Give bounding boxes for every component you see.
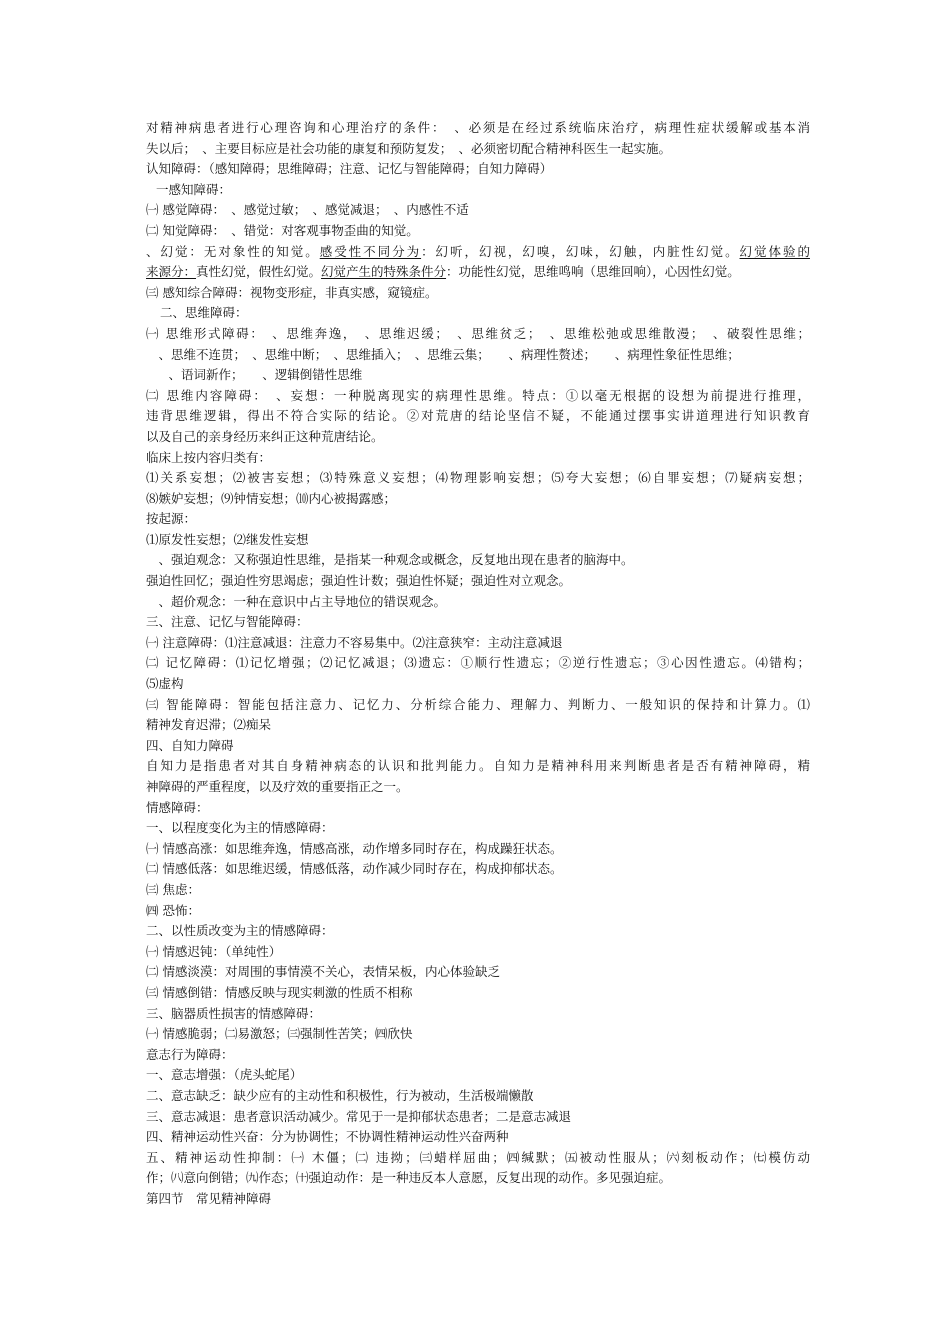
text-line-l45: ㈠ 情感脆弱；㈡易激怒；㈢强制性苦笑；㈣欣快 — [146, 1026, 413, 1042]
document-page — [146, 118, 810, 1209]
text-line-l17: 临床上按内容归类有： — [146, 449, 272, 465]
text-segment: ：功能性幻觉，思维鸣响（思维回响），心因性幻觉。 — [446, 264, 740, 280]
text-line-l05: ㈠ 感觉障碍： 、感觉过敏； 、感觉减退； 、内感性不适 — [146, 202, 469, 218]
text-line-l36: ㈠ 情感高涨：如思维奔逸，情感高涨，动作增多同时存在，构成躁狂状态。 — [146, 840, 563, 856]
text-line-l19: ⑻嫉妒妄想；⑼钟情妄想；⑽内心被揭露感； — [146, 490, 397, 506]
text-line-l30: 精神发育迟滞；⑵痴呆 — [146, 717, 272, 733]
text-line-l09: ㈢ 感知综合障碍：视物变形症，非真实感，窥镜症。 — [146, 284, 438, 300]
text-line-l31: 四、自知力障碍 — [146, 737, 234, 753]
text-line-l38: ㈢ 焦虑： — [146, 881, 200, 897]
text-line-l46: 意志行为障碍： — [146, 1046, 234, 1062]
text-line-l18: ⑴关系妄想；⑵被害妄想；⑶特殊意义妄想；⑷物理影响妄想；⑸夸大妄想；⑹自罪妄想；⑺疑病妄想； — [146, 470, 810, 486]
underlined-phrase: 幻觉产生的特殊条件分 — [321, 264, 447, 280]
text-line-l53: 第四节 常见精神障碍 — [146, 1190, 272, 1206]
text-line-l23: 强迫性回忆；强迫性穷思竭虑；强迫性计数；强迫性怀疑；强迫性对立观念。 — [146, 573, 572, 589]
text-line-l49: 三、意志减退：患者意识活动减少。常见于一是抑郁状态患者；二是意志减退 — [146, 1108, 572, 1124]
text-line-l32: 自知力是指患者对其自身精神病态的认识和批判能力。自知力是精神科用来判断患者是否有精神障碍，精 — [146, 758, 810, 774]
text-line-l24: 、超价观念：一种在意识中占主导地位的错误观念。 — [146, 593, 447, 609]
text-line-l03: 认知障碍：（感知障碍；思维障碍；注意、记忆与智能障碍；自知力障碍） — [146, 161, 553, 177]
text-line-l25: 三、注意、记忆与智能障碍： — [146, 614, 309, 630]
text-line-l44: 三、脑器质性损害的情感障碍： — [146, 1005, 322, 1021]
text-line-l06: ㈡ 知觉障碍： 、错觉：对客观事物歪曲的知觉。 — [146, 222, 419, 238]
text-line-l47: 一、意志增强：（虎头蛇尾） — [146, 1067, 303, 1083]
text-line-l52: 作；㈧意向倒错；㈨作态；㈩强迫动作：是一种违反本人意愿，反复出现的动作。多见强迫症。 — [146, 1170, 672, 1186]
text-line-l42: ㈡ 情感淡漠：对周围的事情漠不关心，表情呆板，内心体验缺乏 — [146, 964, 500, 980]
text-line-l21: ⑴原发性妄想；⑵继发性妄想 — [146, 531, 309, 547]
text-line-l26: ㈠ 注意障碍：⑴注意减退：注意力不容易集中。⑵注意狭窄：主动注意减退 — [146, 634, 563, 650]
text-line-l01: 对精神病患者进行心理咨询和心理治疗的条件： 、必须是在经过系统临床治疗，病理性症状缓解或基本消 — [146, 120, 810, 135]
underlined-phrase: 幻觉体验的 — [739, 243, 810, 259]
text-line-l13: 、语词新作； 、逻辑倒错性思维 — [156, 367, 363, 383]
text-line-l15: 违背思维逻辑，得出不符合实际的结论。②对荒唐的结论坚信不疑，不能通过摆事实讲道理进行知识教育 — [146, 408, 810, 424]
text-line-l07 — [146, 242, 810, 263]
text-line-l08 — [146, 262, 810, 283]
text-line-l35: 一、以程度变化为主的情感障碍： — [146, 820, 334, 836]
text-segment: 、幻觉：无对象性的知觉。 — [146, 243, 320, 259]
text-line-l37: ㈡ 情感低落：如思维迟缓，情感低落，动作减少同时存在，构成抑郁状态。 — [146, 861, 563, 877]
text-line-l20: 按起源： — [146, 511, 197, 527]
underlined-phrase: 感受性不同分为 — [319, 243, 422, 259]
text-line-l29: ㈢ 智能障碍：智能包括注意力、记忆力、分析综合能力、理解力、判断力、一般知识的保持和计算力。⑴ — [146, 696, 810, 712]
text-line-l34: 情感障碍： — [146, 799, 209, 815]
text-line-l14: ㈡ 思维内容障碍： 、妄想：一种脱离现实的病理性思维。特点：①以毫无根据的设想为前提进行推理， — [146, 387, 810, 403]
text-line-l02: 失以后； 、主要目标应是社会功能的康复和预防复发； 、必须密切配合精神科医生一起实施。 — [146, 140, 672, 156]
text-line-l40: 二、以性质改变为主的情感障碍： — [146, 923, 334, 939]
text-line-l12: 、思维不连贯； 、思维中断； 、思维插入； 、思维云集； 、病理性赘述； 、病理性象征性思维； — [146, 346, 740, 362]
text-line-l51: 五、精神运动性抑制：㈠ 木僵；㈡ 违拗；㈢蜡样屈曲；㈣缄默；㈤被动性服从；㈥刻板动作；㈦模仿动 — [146, 1149, 810, 1165]
text-line-l10: 二、思维障碍： — [160, 305, 248, 321]
text-line-l41: ㈠ 情感迟钝：（单纯性） — [146, 943, 282, 959]
text-line-l48: 二、意志缺乏：缺少应有的主动性和积极性，行为被动，生活极端懒散 — [146, 1087, 534, 1103]
text-line-l33: 神障碍的严重程度，以及疗效的重要指正之一。 — [146, 779, 409, 794]
text-line-l11: ㈠ 思维形式障碍： 、思维奔逸， 、思维迟缓； 、思维贫乏； 、思维松弛或思维散漫； 、破裂性思维； — [146, 325, 810, 341]
text-line-l43: ㈢ 情感倒错：情感反映与现实刺激的性质不相称 — [146, 984, 413, 1000]
text-line-l16: 以及自己的亲身经历来纠正这种荒唐结论。 — [146, 428, 384, 444]
text-segment: ：幻听，幻视，幻嗅，幻味，幻触，内脏性幻觉。 — [421, 243, 740, 259]
text-line-l04: 一感知障碍： — [156, 181, 232, 197]
underlined-phrase: 来源分： — [146, 264, 197, 280]
text-segment: 真性幻觉，假性幻觉。 — [196, 264, 322, 280]
text-line-l22: 、强迫观念：又称强迫性思维，是指某一种观念或概念，反复地出现在患者的脑海中。 — [146, 552, 634, 568]
text-line-l27: ㈡ 记忆障碍：⑴记忆增强；⑵记忆减退；⑶遗忘：①顺行性遗忘；②逆行性遗忘；③心因性遗忘。⑷错构； — [146, 655, 810, 671]
text-line-l50: 四、精神运动性兴奋：分为协调性；不协调性精神运动性兴奋两种 — [146, 1129, 509, 1145]
text-line-l39: ㈣ 恐怖： — [146, 902, 200, 918]
text-line-l28: ⑸虚构 — [146, 676, 184, 692]
